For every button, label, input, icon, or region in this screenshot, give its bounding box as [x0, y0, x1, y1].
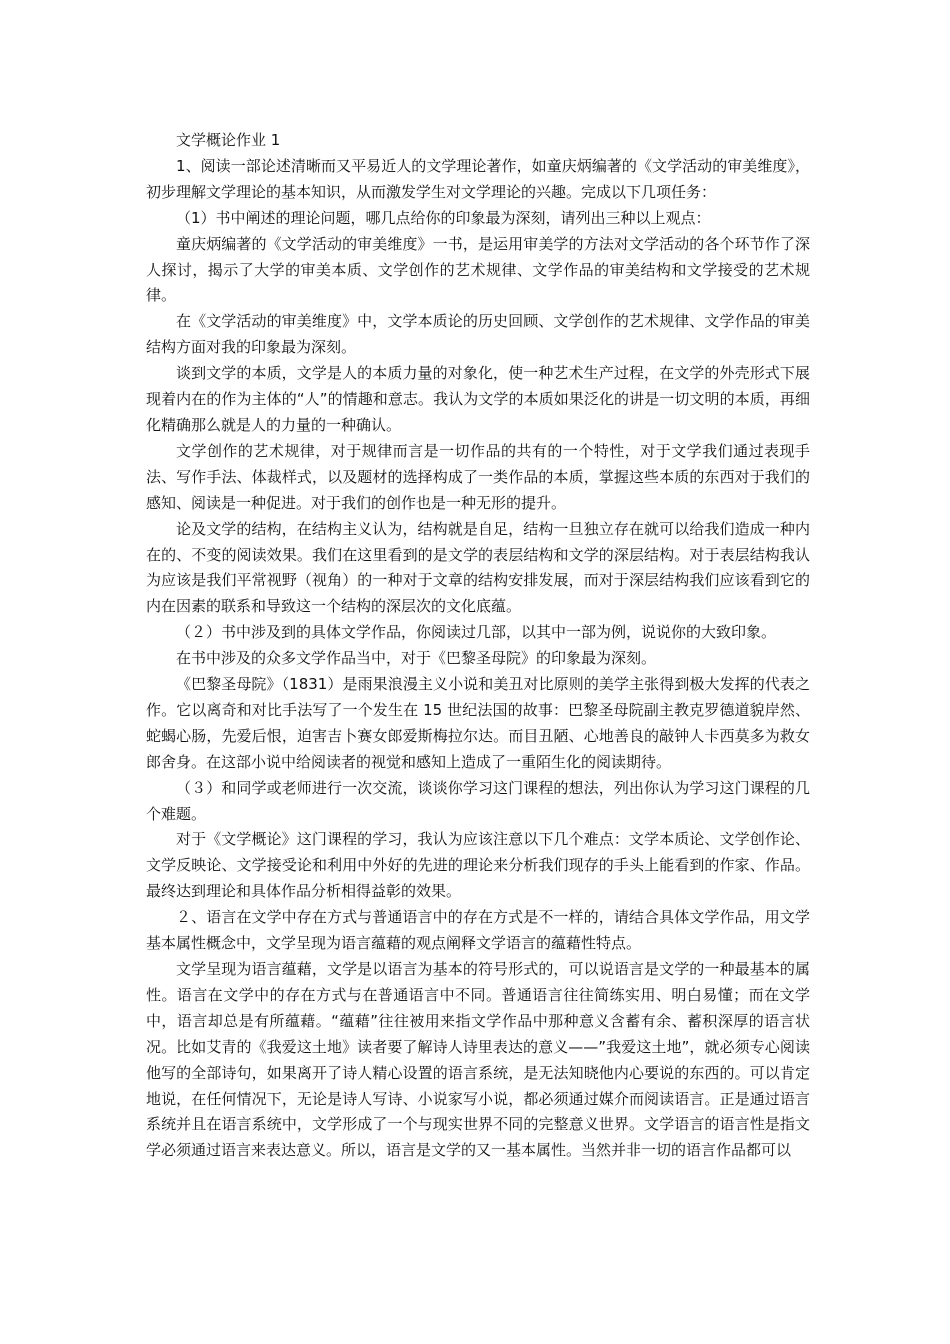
paragraph: 对于《文学概论》这门课程的学习，我认为应该注意以下几个难点：文学本质论、文学创作论、文学反映论、文学接受论和利用中外好的先进的理论来分析我们现存的手头上能看到的作家、作品。最终达到理论和具体作品分析相得益彰的效果。 [146, 830, 810, 901]
paragraph-question-3: （３）和同学或老师进行一次交流，谈谈你学习这门课程的想法，列出你认为学习这门课程的几个难题。 [146, 778, 810, 823]
paragraph-question-2: （２）书中涉及到的具体文学作品，你阅读过几部，以其中一部为例，说说你的大致印象。 [176, 623, 777, 642]
document-body [146, 128, 810, 1164]
paragraph-task-2-intro: ２、语言在文学中存在方式与普通语言中的存在方式是不一样的，请结合具体文学作品，用文学基本属性概念中，文学呈现为语言蕴藉的观点阐释文学语言的蕴藉性特点。 [146, 908, 810, 953]
paragraph: 童庆炳编著的《文学活动的审美维度》一书，是运用审美学的方法对文学活动的各个环节作了深人探讨，揭示了大学的审美本质、文学创作的艺术规律、文学作品的审美结构和文学接受的艺术规律。 [146, 234, 810, 305]
paragraph: 论及文学的结构，在结构主义认为，结构就是自足，结构一旦独立存在就可以给我们造成一种内在的、不变的阅读效果。我们在这里看到的是文学的表层结构和文学的深层结构。对于表层结构我认为应该是我们平常视野（视角）的一种对于文章的结构安排发展，而对于深层结构我们应该看到它的内在因素的联系和导致这一个结构的深层次的文化底蕴。 [146, 519, 810, 616]
paragraph: 在书中涉及的众多文学作品当中，对于《巴黎圣母院》的印象最为深刻。 [176, 649, 657, 668]
paragraph: 《巴黎圣母院》（1831）是雨果浪漫主义小说和美丑对比原则的美学主张得到极大发挥的代表之作。它以离奇和对比手法写了一个发生在 15 世纪法国的故事：巴黎圣母院副主教克罗德道貌岸然、蛇蝎心肠，先爱后恨，迫害吉卜赛女郎爱斯梅拉尔达。而目丑陋、心地善良的敲钟人卡西莫多为救女郎舍身。在这部小说中给阅读者的视觉和感知上造成了一重陌生化的阅读期待。 [146, 675, 810, 771]
document-title: 文学概论作业 1 [176, 131, 281, 149]
paragraph: 在《文学活动的审美维度》中，文学本质论的历史回顾、文学创作的艺术规律、文学作品的审美结构方面对我的印象最为深刻。 [146, 312, 810, 357]
paragraph: 谈到文学的本质，文学是人的本质力量的对象化，使一种艺术生产过程，在文学的外壳形式下展现着内在的作为主体的“人”的情趣和意志。我认为文学的本质如果泛化的讲是一切文明的本质，再细化精确那么就是人的力量的一种确认。 [146, 364, 810, 434]
paragraph-task-1-intro: 1、阅读一部论述清晰而又平易近人的文学理论著作，如童庆炳编著的《文学活动的审美维度》，初步理解文学理论的基本知识，从而激发学生对文学理论的兴趣。完成以下几项任务： [146, 156, 810, 201]
paragraph: 文学呈现为语言蕴藉，文学是以语言为基本的符号形式的，可以说语言是文学的一种最基本的属性。语言在文学中的存在方式与在普通语言中不同。普通语言往往简练实用、明白易懂；而在文学中，语言却总是有所蕴藉。“蕴藉”往往被用来指文学作品中那种意义含蓄有余、蓄积深厚的语言状况。比如艾青的《我爱这土地》读者要了解诗人诗里表达的意义——”我爱这土地”，就必须专心阅读他写的全部诗句，如果离开了诗人精心设置的语言系统，是无法知晓他内心要说的东西的。可以肯定地说，在任何情况下，无论是诗人写诗、小说家写小说，都必须通过媒介而阅读语言。正是通过语言系统并且在语言系统中，文学形成了一个与现实世界不同的完整意义世界。文学语言的语言性是指文学必须通过语言来表达意义。所以，语言是文学的又一基本属性。当然并非一切的语言作品都可以 [146, 960, 810, 1160]
paragraph-question-1: （1）书中阐述的理论问题，哪几点给你的印象最为深刻，请列出三种以上观点： [176, 208, 711, 227]
paragraph: 文学创作的艺术规律，对于规律而言是一切作品的共有的一个特性，对于文学我们通过表现手法、写作手法、体裁样式，以及题材的选择构成了一类作品的本质，掌握这些本质的东西对于我们的感知、阅读是一种促进。对于我们的创作也是一种无形的提升。 [146, 441, 810, 512]
